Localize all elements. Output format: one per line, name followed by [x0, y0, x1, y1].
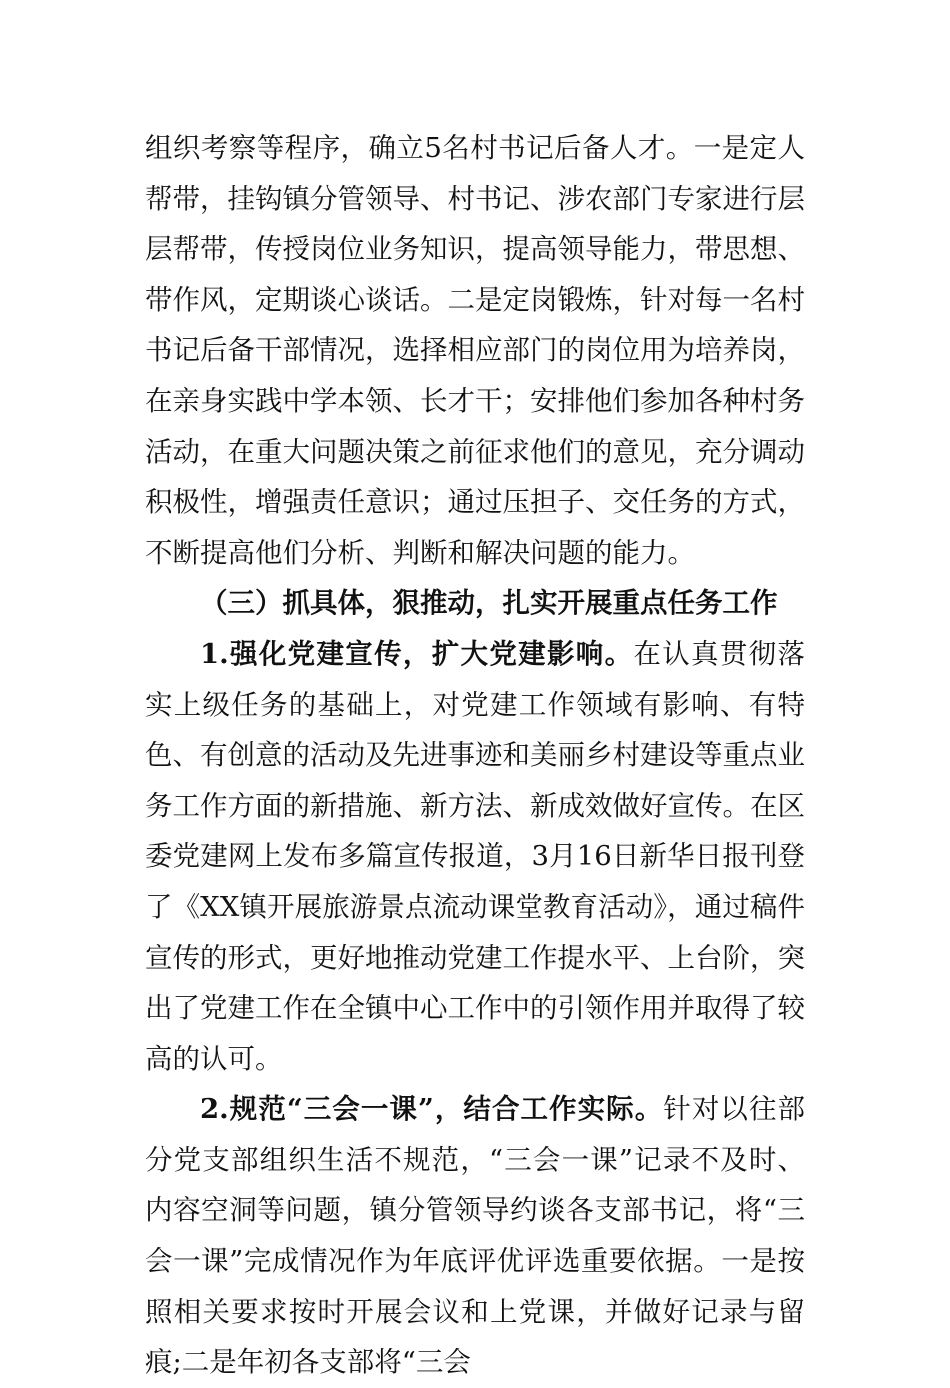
- paragraph-body: 在认真贯彻落实上级任务的基础上，对党建工作领域有影响、有特色、有创意的活动及先进事迹和美丽乡村建设等重点业务工作方面的新措施、新方法、新成效做好宣传。在区委党建网上发布多篇宣传报道，3月16日新华日报刊登了《XX镇开展旅游景点流动课堂教育活动》，通过稿件宣传的形式，更好地推动党建工作提水平、上台阶，突出了党建工作在全镇中心工作中的引领作用并取得了较高的认可。: [145, 637, 805, 1075]
- section-heading: （三）抓具体，狠推动，扎实开展重点任务工作: [200, 587, 778, 620]
- paragraph-three-meetings: [145, 1084, 805, 1388]
- paragraph-lead-title: 1.强化党建宣传，扩大党建影响。: [200, 637, 634, 670]
- document-page: [145, 123, 805, 1388]
- paragraph-lead-title: 2.规范“三会一课”，结合工作实际。: [200, 1093, 664, 1126]
- paragraph-continued: 组织考察等程序，确立5名村书记后备人才。一是定人帮带，挂钩镇分管领导、村书记、涉农部门专家进行层层帮带，传授岗位业务知识，提高领导能力，带思想、带作风，定期谈心谈话。二是定岗锻炼，针对每一名村书记后备干部情况，选择相应部门的岗位用为培养岗，在亲身实践中学本领、长才干；安排他们参加各种村务活动，在重大问题决策之前征求他们的意见，充分调动积极性，增强责任意识；通过压担子、交任务的方式，不断提高他们分析、判断和解决问题的能力。: [145, 132, 805, 569]
- paragraph-body: 针对以往部分党支部组织生活不规范，“三会一课”记录不及时、内容空洞等问题，镇分管领导约谈各支部书记，将“三会一课”完成情况作为年底评优评选重要依据。一是按照相关要求按时开展会议和上党课，并做好记录与留痕;二是年初各支部将“三会: [145, 1093, 806, 1379]
- paragraph-party-publicity: [145, 629, 805, 1084]
